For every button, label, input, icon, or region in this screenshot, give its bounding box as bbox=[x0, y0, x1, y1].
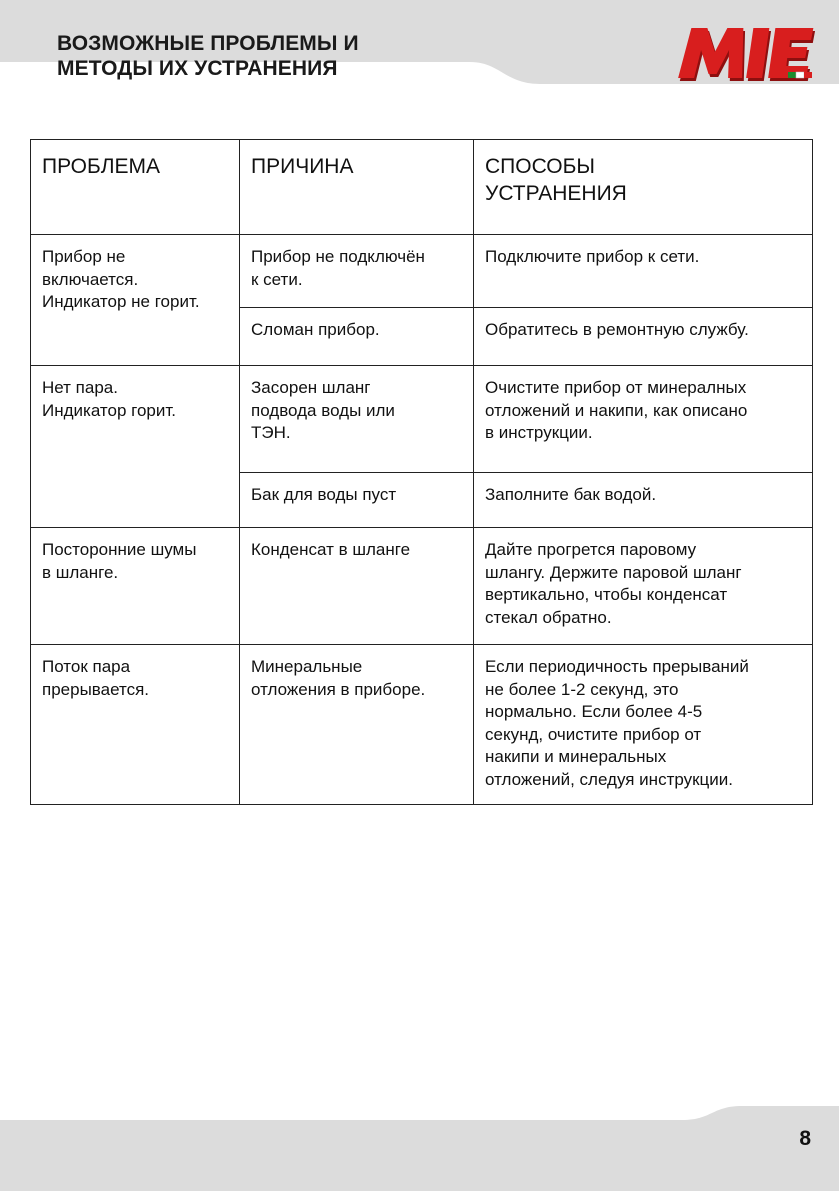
cause-cell: Прибор не подключён к сети. bbox=[240, 235, 474, 308]
brand-logo bbox=[676, 22, 824, 84]
troubleshooting-table bbox=[30, 139, 813, 805]
table-row bbox=[31, 645, 813, 805]
solution-cell: Заполните бак водой. bbox=[474, 473, 813, 528]
footer-band bbox=[0, 1106, 839, 1191]
solution-cell: Если периодичность прерываний не более 1-2 секунд, это нормально. Если более 4-5 секунд, очистите прибор от накипи и минеральных отложений, следуя инструкции. bbox=[474, 645, 813, 805]
page-title-line-1: ВОЗМОЖНЫЕ ПРОБЛЕМЫ И bbox=[57, 32, 359, 55]
problem-cell: Нет пара. Индикатор горит. bbox=[31, 366, 240, 528]
problem-cell: Прибор не включается. Индикатор не горит. bbox=[31, 235, 240, 366]
solution-cell: Очистите прибор от минералных отложений и накипи, как описано в инструкции. bbox=[474, 366, 813, 473]
solution-cell: Обратитесь в ремонтную службу. bbox=[474, 308, 813, 366]
brand-logo-graphic bbox=[676, 22, 824, 84]
header-problem: ПРОБЛЕМА bbox=[31, 140, 240, 235]
table-row bbox=[31, 528, 813, 645]
solution-cell: Подключите прибор к сети. bbox=[474, 235, 813, 308]
problem-cell: Посторонние шумы в шланге. bbox=[31, 528, 240, 645]
cause-cell: Бак для воды пуст bbox=[240, 473, 474, 528]
solution-cell: Дайте прогрется паровому шлангу. Держите паровой шланг вертикально, чтобы конденсат стекал обратно. bbox=[474, 528, 813, 645]
page-number: 8 bbox=[799, 1127, 811, 1150]
page-title bbox=[57, 31, 359, 81]
page-title-line-2: МЕТОДЫ ИХ УСТРАНЕНИЯ bbox=[57, 57, 338, 80]
header-solution: СПОСОБЫ УСТРАНЕНИЯ bbox=[474, 140, 813, 235]
problem-cell: Поток пара прерывается. bbox=[31, 645, 240, 805]
cause-cell: Сломан прибор. bbox=[240, 308, 474, 366]
header-cause: ПРИЧИНА bbox=[240, 140, 474, 235]
cause-cell: Конденсат в шланге bbox=[240, 528, 474, 645]
cause-cell: Минеральные отложения в приборе. bbox=[240, 645, 474, 805]
table-row bbox=[31, 366, 813, 473]
table-row bbox=[31, 235, 813, 308]
footer-background-shape bbox=[0, 1106, 839, 1191]
cause-cell: Засорен шланг подвода воды или ТЭН. bbox=[240, 366, 474, 473]
table-header-row bbox=[31, 140, 813, 235]
